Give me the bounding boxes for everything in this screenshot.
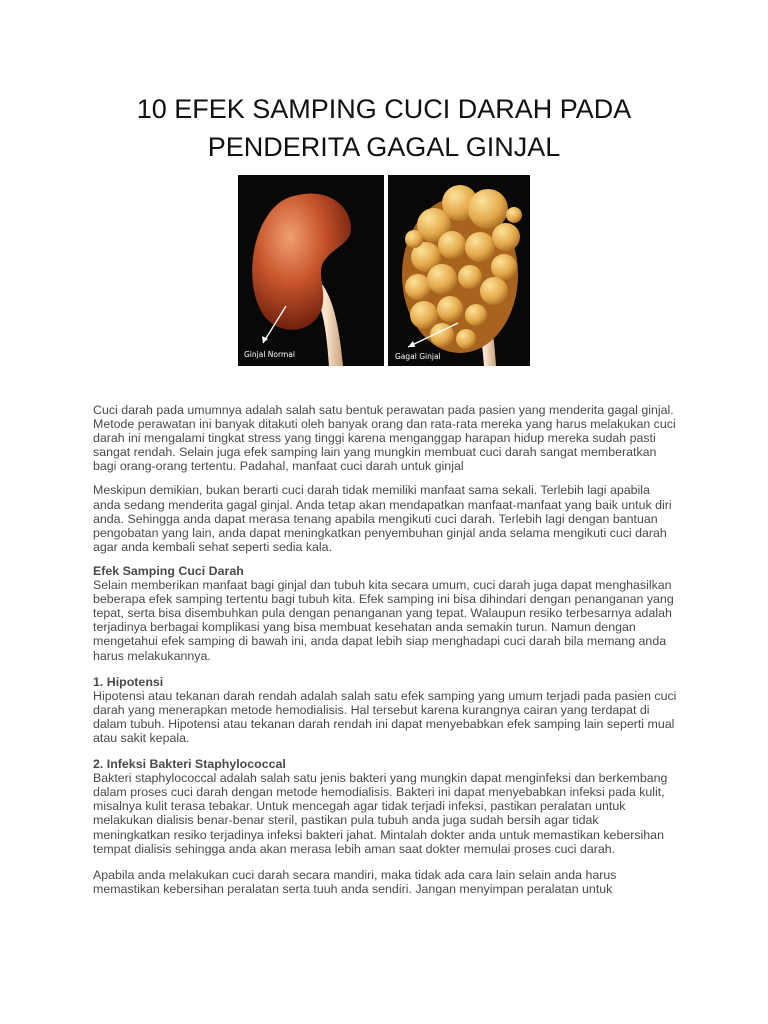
section-paragraph: Selain memberikan manfaat bagi ginjal dan tubuh kita secara umum, cuci darah juga dapat menghasilkan beberapa efek samping tertentu bagi tubuh kita. Efek samping ini bisa dihindari dengan penanganan yang tepat, serta bisa disembuhkan pula dengan penanganan yang tepat. Walaupun resiko terbesarnya adalah terjadinya berbagai komplikasi yang bisa membuat kesehatan anda semakin turun. Namun dengan mengetahui efek samping di bawah ini, anda dapat lebih siap menghadapi cuci darah bila memang anda harus melakukannya. xyxy=(93,578,674,663)
section-heading: Efek Samping Cuci Darah xyxy=(93,563,244,578)
normal-kidney-panel xyxy=(238,175,384,366)
closing-paragraph: Apabila anda melakukan cuci darah secara mandiri, maka tidak ada cara lain selain anda harus memastikan kebersihan peralatan serta tuuh anda sendiri. Jangan menyimpan peralatan untuk xyxy=(93,867,617,896)
intro-paragraph-2: Meskipun demikian, bukan berarti cuci darah tidak memiliki manfaat sama sekali. Terlebih lagi apabila anda sedang menderita gagal ginjal. Anda tetap akan mendapatkan manfaat-manfaat yang baik untuk diri anda. Sehingga anda dapat merasa tenang apabila mengikuti cuci darah. Terlebih lagi dengan bantuan pengobatan yang lain, anda dapat meningkatkan penyembuhan ginjal anda selama mengikuti cuci darah agar anda kembali sehat seperti sedia kala. xyxy=(93,483,672,554)
item-1-paragraph: Hipotensi atau tekanan darah rendah adalah salah satu efek samping yang umum terjadi pada pasien cuci darah yang menerapkan metode hemodialisis. Hal tersebut karena kurangnya cairan yang terdapat di dalam tubuh. Hipotensi atau tekanan darah rendah ini dapat menyebabkan efek samping lain seperti mual atau sakit kepala. xyxy=(93,688,677,745)
normal-kidney-label: Ginjal Normal xyxy=(244,350,295,359)
item-1-heading: 1. Hipotensi xyxy=(93,674,164,689)
article-body xyxy=(93,403,678,896)
kidney-comparison-figure xyxy=(238,175,530,366)
failed-kidney-label: Gagal Ginjal xyxy=(395,352,441,361)
page-title: 10 EFEK SAMPING CUCI DARAH PADA PENDERITA GAGAL GINJAL xyxy=(136,94,632,162)
item-2-heading: 2. Infeksi Bakteri Staphylococcal xyxy=(93,757,286,772)
failed-kidney-panel xyxy=(388,175,530,366)
item-2-paragraph: Bakteri staphylococcal adalah salah satu jenis bakteri yang mungkin dapat menginfeksi dan berkembang dalam proses cuci darah dengan metode hemodialisis. Bakteri ini dapat menyebabkan infeksi pada kulit, misalnya kulit terasa tebakar. Untuk mencegah agar tidak terjadi infeksi, pastikan peralatan untuk melakukan dialisis benar-benar steril, pastikan pula tubuh anda juga sudah bersih agar tidak meningkatkan resiko terjadinya infeksi bakteri jahat. Mintalah dokter anda untuk memastikan kebersihan tempat dialisis sehingga anda akan merasa lebih aman saat dokter memulai proses cuci darah. xyxy=(93,771,668,856)
intro-paragraph-1: Cuci darah pada umumnya adalah salah satu bentuk perawatan pada pasien yang menderita gagal ginjal. Metode perawatan ini banyak ditakuti oleh banyak orang dan rata-rata mereka yang harus melakukan cuci darah ini mengalami tingkat stress yang tinggi karena menganggap harapan hidup mereka sudah pasti sangat rendah. Selain juga efek samping lain yang mungkin membuat cuci darah sangat memberatkan bagi orang-orang tertentu. Padahal, manfaat cuci darah untuk ginjal xyxy=(93,403,676,474)
